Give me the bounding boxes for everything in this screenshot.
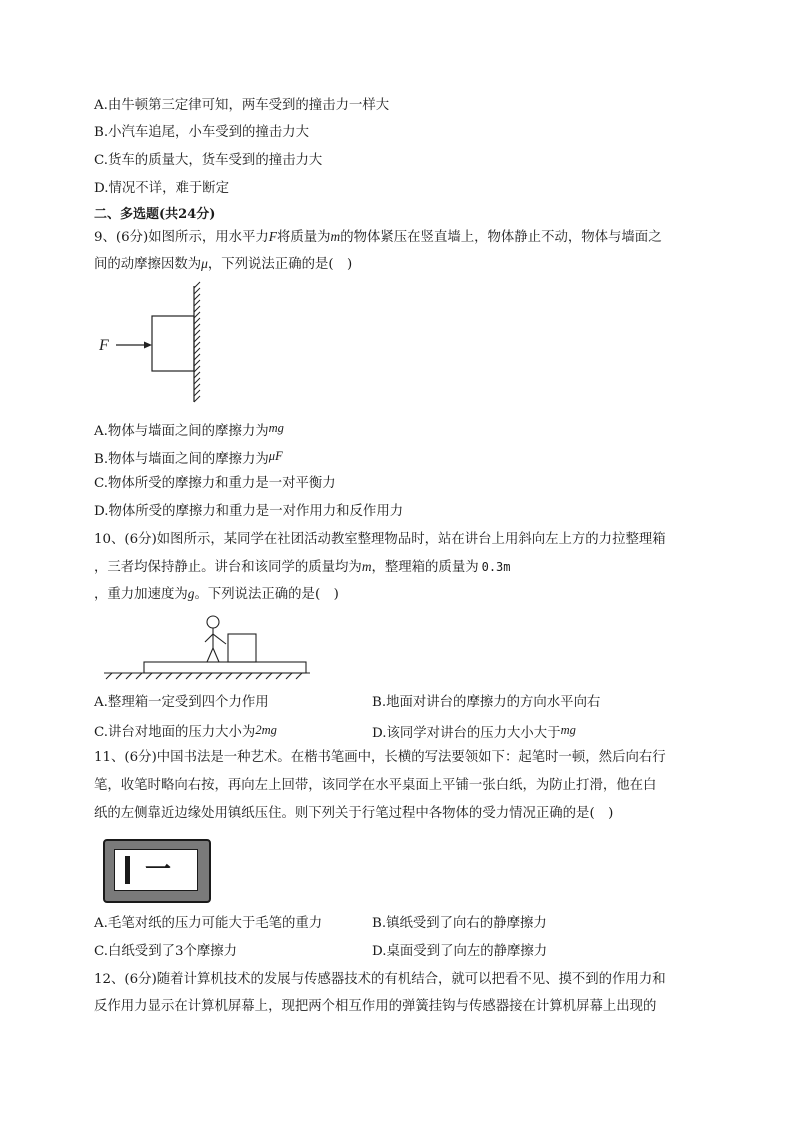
q9-stem-line2: 间的动摩擦因数为μ，下列说法正确的是( ) <box>94 256 353 272</box>
q12-stem-line1: 12、(6分)随着计算机技术的发展与传感器技术的有机结合，就可以把看不见、摸不到的作用力和 <box>94 972 666 987</box>
var-f: F <box>268 229 277 244</box>
q8-option-c: C.货车的质量大，货车受到的撞击力大 <box>94 153 323 168</box>
person <box>205 616 226 662</box>
q11-option-a: A.毛笔对纸的压力可能大于毛笔的重力 <box>94 916 323 931</box>
q10-figure <box>104 610 314 682</box>
q10-stem-line3: ，重力加速度为g。下列说法正确的是( ) <box>94 586 339 602</box>
q11-option-d: D.桌面受到了向左的静摩擦力 <box>372 944 548 959</box>
q10-option-d: D.该同学对讲台的压力大小大于mg <box>372 723 576 741</box>
q10-option-a: A.整理箱一定受到四个力作用 <box>94 695 269 710</box>
q10-option-b: B.地面对讲台的摩擦力的方向水平向右 <box>372 695 601 710</box>
q11-stem-line1: 11、(6分)中国书法是一种艺术。在楷书笔画中，长横的写法要领如下：起笔时一顿，然后向右行 <box>94 750 666 765</box>
q9-option-c: C.物体所受的摩擦力和重力是一对平衡力 <box>94 476 336 491</box>
q10-stem-line1: 10、(6分)如图所示，某同学在社团活动教室整理物品时，站在讲台上用斜向左上方的力拉整理箱 <box>94 532 666 547</box>
block <box>152 316 194 371</box>
q11-option-c: C.白纸受到了3个摩擦力 <box>94 944 238 959</box>
brush-stroke: 一 <box>145 855 172 885</box>
q8-option-b: B.小汽车追尾，小车受到的撞击力大 <box>94 125 309 140</box>
q10-stem-line2: ，三者均保持静止。讲台和该同学的质量均为m，整理箱的质量为 0.3m <box>94 559 511 575</box>
q12-stem-line2: 反作用力显示在计算机屏幕上，现把两个相互作用的弹簧挂钩与传感器接在计算机屏幕上出现的 <box>94 999 657 1014</box>
q8-option-d: D.情况不详，难于断定 <box>94 181 230 196</box>
paper-sheet <box>114 849 198 891</box>
q11-figure <box>103 839 211 903</box>
q9-option-d: D.物体所受的摩擦力和重力是一对作用力和反作用力 <box>94 504 404 519</box>
wall-hatching <box>194 282 200 402</box>
force-label: F <box>99 337 109 354</box>
q9-stem-line1: 9、(6分)如图所示，用水平力F将质量为m的物体紧压在竖直墙上，物体静止不动，物体与墙面之 <box>94 229 662 245</box>
paperweight <box>125 856 130 884</box>
q9-figure <box>90 284 220 408</box>
storage-box <box>228 634 256 662</box>
arrow-head <box>144 342 152 349</box>
q9-option-b: B.物体与墙面之间的摩擦力为μF <box>94 449 283 467</box>
q11-option-b: B.镇纸受到了向右的静摩擦力 <box>372 916 547 931</box>
q11-stem-line2: 笔，收笔时略向右按，再向左上回带，该同学在水平桌面上平铺一张白纸，为防止打滑，他在白 <box>94 778 657 793</box>
platform <box>144 662 306 673</box>
ground-hatching <box>106 673 302 679</box>
q8-option-a: A.由牛顿第三定律可知，两车受到的撞击力一样大 <box>94 98 390 113</box>
q9-option-a: A.物体与墙面之间的摩擦力为mg <box>94 421 284 439</box>
q10-option-c: C.讲台对地面的压力大小为2mg <box>94 723 277 740</box>
q11-stem-line3: 纸的左侧靠近边缘处用镇纸压住。则下列关于行笔过程中各物体的受力情况正确的是( ) <box>94 806 614 821</box>
var-m: m <box>330 229 341 244</box>
var-mu: μ <box>201 256 208 271</box>
section-heading: 二、多选题(共24分) <box>94 207 216 222</box>
